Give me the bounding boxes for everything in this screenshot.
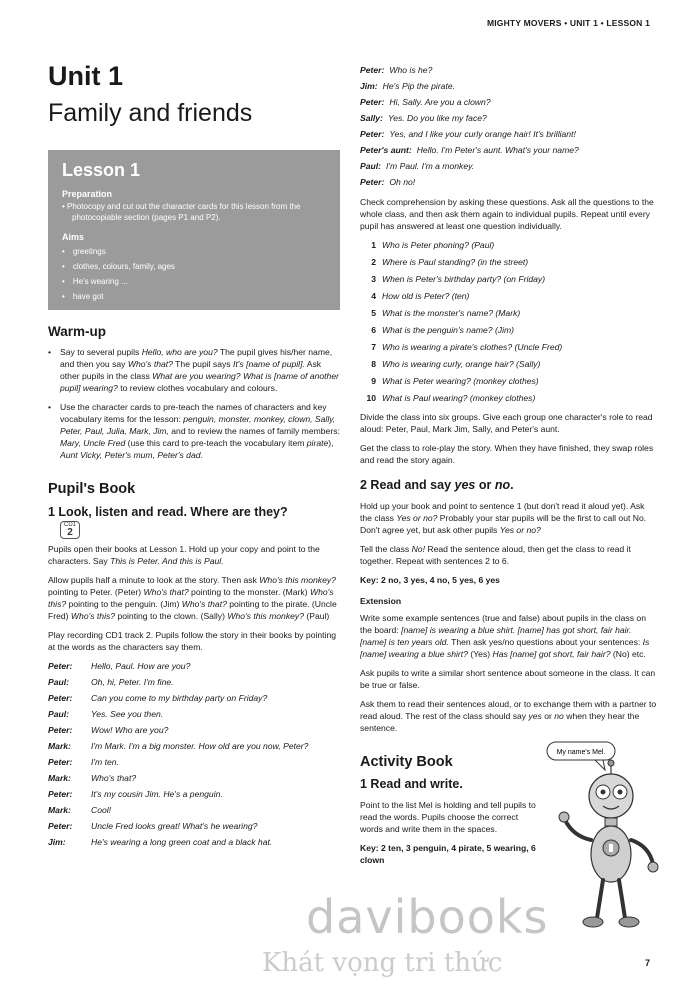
dialogue-line: Peter: Uncle Fred looks great! What's he wearing? [48, 821, 258, 831]
dialogue-line: Paul: I'm Paul. I'm a monkey. [360, 161, 475, 171]
robot-arm-left [565, 820, 591, 840]
pupils-book-paragraph: Allow pupils half a minute to look at the story. Then ask Who's this monkey? pointing to Peter. (Peter) Who's that? pointing to the monster. (Mark) Who's this? pointing to the penguin. (Jim) Who's that? pointing to the pirate. (Uncle Fred) Who's this? pointing to the clown. (Sally) Who's this monkey? (Paul) [48, 575, 337, 621]
watermark-slogan: Khát vọng tri thức [262, 948, 503, 978]
dialogue-line: Peter: Can you come to my birthday party on Friday? [48, 693, 268, 703]
dialogue-line: Peter: Hello, Paul. How are you? [48, 661, 191, 671]
robot-antenna-tip [608, 760, 614, 766]
robot-chest-light [609, 844, 613, 852]
dialogue-line: Mark: Cool! [48, 805, 112, 815]
warm-up-item: • Say to several pupils Hello, who are you? The pupil gives his/her name, and then you say Who's that? The pupil says It's [name of pupil]. Ask other pupils in the class What are you wearing? What is [name of another pupil] wearing? to review clothes vocabulary and colours. [48, 346, 340, 394]
robot-foot-right [619, 917, 639, 927]
cd-track-icon: CD1 2 [60, 521, 80, 539]
aim-item: • greetings [62, 244, 326, 259]
dialogue-line: Mark: Who's that? [48, 773, 137, 783]
dialogue-line: Sally: Yes. Do you like my face? [360, 113, 487, 123]
groups-paragraph: Divide the class into six groups. Give each group one character's role to read aloud: Peter, Paul, Mark Jim, Sally, and Peter's aunt. [360, 412, 653, 434]
unit-title: Unit 1 [48, 61, 124, 91]
lesson-title: Lesson 1 [62, 160, 141, 180]
robot-hand-left [559, 812, 569, 822]
question-item: 4 How old is Peter? (ten) [371, 291, 470, 301]
question-item: 5 What is the monster's name? (Mark) [371, 308, 521, 318]
aim-item: • He's wearing ... [62, 274, 326, 289]
question-item: 2 Where is Paul standing? (in the street) [371, 257, 529, 267]
robot-neck [605, 818, 617, 826]
robot-leg-right [619, 880, 625, 918]
robot-pupil-left [601, 790, 606, 795]
dialogue-line: Mark: I'm Mark. I'm a big monster. How old are you now, Peter? [48, 741, 309, 751]
exercise-2-key: Key: 2 no, 3 yes, 4 no, 5 yes, 6 yes [360, 575, 500, 585]
robot-hand-right [648, 862, 658, 872]
extension-paragraph: Ask pupils to write a similar short sentence about someone in the class. It can be true or false. [360, 668, 656, 690]
question-item: 8 Who is wearing curly, orange hair? (Sally) [371, 359, 541, 369]
unit-subtitle: Family and friends [48, 99, 253, 127]
dialogue-line: Jim: He's Pip the pirate. [360, 81, 456, 91]
robot-head [589, 774, 633, 818]
activity-book-section [360, 749, 657, 866]
left-column [48, 52, 340, 852]
warm-up-heading: Warm-up [48, 324, 106, 339]
running-header: MIGHTY MOVERS • UNIT 1 • LESSON 1 [486, 18, 650, 28]
robot-arm-right [631, 840, 653, 864]
dialogue-line: Paul: Oh, hi, Peter. I'm fine. [48, 677, 174, 687]
question-item: 7 Who is wearing a pirate's clothes? (Uncle Fred) [371, 342, 563, 352]
right-column [360, 64, 657, 876]
aim-item: • clothes, colours, family, ages [62, 259, 326, 274]
preparation-text: • Photocopy and cut out the character cards for this lesson from the photocopiable section (pages P1 and P2). [62, 202, 301, 222]
roleplay-paragraph: Get the class to role-play the story. When they have finished, they swap roles and read the story again. [360, 443, 654, 465]
aims-list [62, 244, 326, 304]
comprehension-intro: Check comprehension by asking these questions. Ask all the questions to the whole class, and then ask them again to individual pupils. Repeat until every pupil has answered at least one question individually. [360, 197, 654, 231]
question-item: 3 When is Peter's birthday party? (on Friday) [371, 274, 546, 284]
aim-item: • have got [62, 289, 326, 304]
speech-bubble-tail [595, 760, 605, 770]
pupils-book-heading: Pupil's Book [48, 481, 136, 497]
question-item: 10 What is Paul wearing? (monkey clothes) [366, 393, 536, 403]
aims-heading: Aims [62, 232, 85, 242]
dialogue-line: Peter: Hi, Sally. Are you a clown? [360, 97, 491, 107]
dialogue-line: Peter: Wow! Who are you? [48, 725, 169, 735]
pupils-book-paragraph: Play recording CD1 track 2. Pupils follow the story in their books by pointing at the words as the characters say them. [48, 630, 337, 652]
dialogue-line: Peter: Who is he? [360, 65, 433, 75]
speech-bubble-text: My name's Mel. [556, 749, 606, 756]
exercise-2-paragraph: Tell the class No! Read the sentence aloud, then get the class to read it together. Repeat with sentences 2 to 6. [360, 544, 631, 566]
dialogue-line: Peter: Yes, and I like your curly orange hair! It's brilliant! [360, 129, 576, 139]
dialogue-line: Paul: Yes. See you then. [48, 709, 164, 719]
story-dialogue [48, 660, 340, 848]
question-item: 6 What is the penguin's name? (Jim) [371, 325, 515, 335]
dialogue-line: Peter: Oh no! [360, 177, 416, 187]
extension-heading: Extension [360, 596, 402, 606]
extension-paragraph: Write some example sentences (true and false) about pupils in the class on the board: [name] is wearing a blue shirt. [name] has got short, fair hair. [name] is ten years old. Then ask yes/no questions about your sentences: Is [name] wearing a blue shirt? (Yes) Has [name] got short, fair hair? (No) etc. [360, 613, 650, 659]
robot-pupil-right [618, 790, 623, 795]
robot-leg-left [597, 880, 603, 918]
exercise-2-paragraph: Hold up your book and point to sentence 1 (but don't read it aloud yet). Ask the class Yes or no? Probably your star pupils will be the first to call out No. Don't agree yet, but ask other pupils Yes or no? [360, 501, 647, 535]
dialogue-line: Peter: I'm ten. [48, 757, 119, 767]
dialogue-line: Jim: He's wearing a long green coat and a black hat. [48, 837, 273, 847]
preparation-heading: Preparation [62, 189, 113, 199]
exercise-2-title: 2 Read and say yes or no. [360, 478, 514, 492]
activity-book-heading: Activity Book [360, 754, 453, 770]
dialogue-line: Peter: It's my cousin Jim. He's a penguin. [48, 789, 223, 799]
dialogue-line: Peter's aunt: Hello. I'm Peter's aunt. What's your name? [360, 145, 579, 155]
watermark-brand: davibooks [306, 890, 549, 944]
comprehension-questions [360, 239, 657, 404]
activity-book-key: Key: 2 ten, 3 penguin, 4 pirate, 5 wearing, 6 clown [360, 843, 536, 865]
robot-mel-illustration [545, 736, 665, 936]
page-number: 7 [644, 958, 650, 968]
question-item: 9 What is Peter wearing? (monkey clothes) [371, 376, 539, 386]
lesson-box [48, 150, 340, 310]
question-item: 1 Who is Peter phoning? (Paul) [371, 240, 495, 250]
warm-up-list [48, 346, 340, 461]
activity-book-exercise-1-title: 1 Read and write. [360, 777, 463, 791]
activity-book-paragraph: Point to the list Mel is holding and tell pupils to read the words. Pupils choose the correct words and write them in the spaces. [360, 800, 536, 834]
extension-paragraph: Ask them to read their sentences aloud, or to exchange them with a partner to read aloud. The rest of the class should say yes or no when they hear the sentence. [360, 699, 657, 733]
warm-up-item: • Use the character cards to pre-teach the names of characters and key vocabulary items for the lesson: penguin, monster, monkey, clown, Sally, Peter, Paul, Julia, Mark, Jim, and to review the names of family members: Mary, Uncle Fred (use this card to pre-teach the vocabulary item pirate), Aunt Vicky, Peter's mum, Peter's dad. [48, 401, 340, 461]
pupils-book-paragraph: Pupils open their books at Lesson 1. Hold up your copy and point to the characters. Say This is Peter. And this is Paul. [48, 544, 320, 566]
robot-foot-left [583, 917, 603, 927]
pupils-book-exercise-1-title: 1 Look, listen and read. Where are they? [48, 505, 288, 519]
story-dialogue-continued [360, 64, 657, 188]
